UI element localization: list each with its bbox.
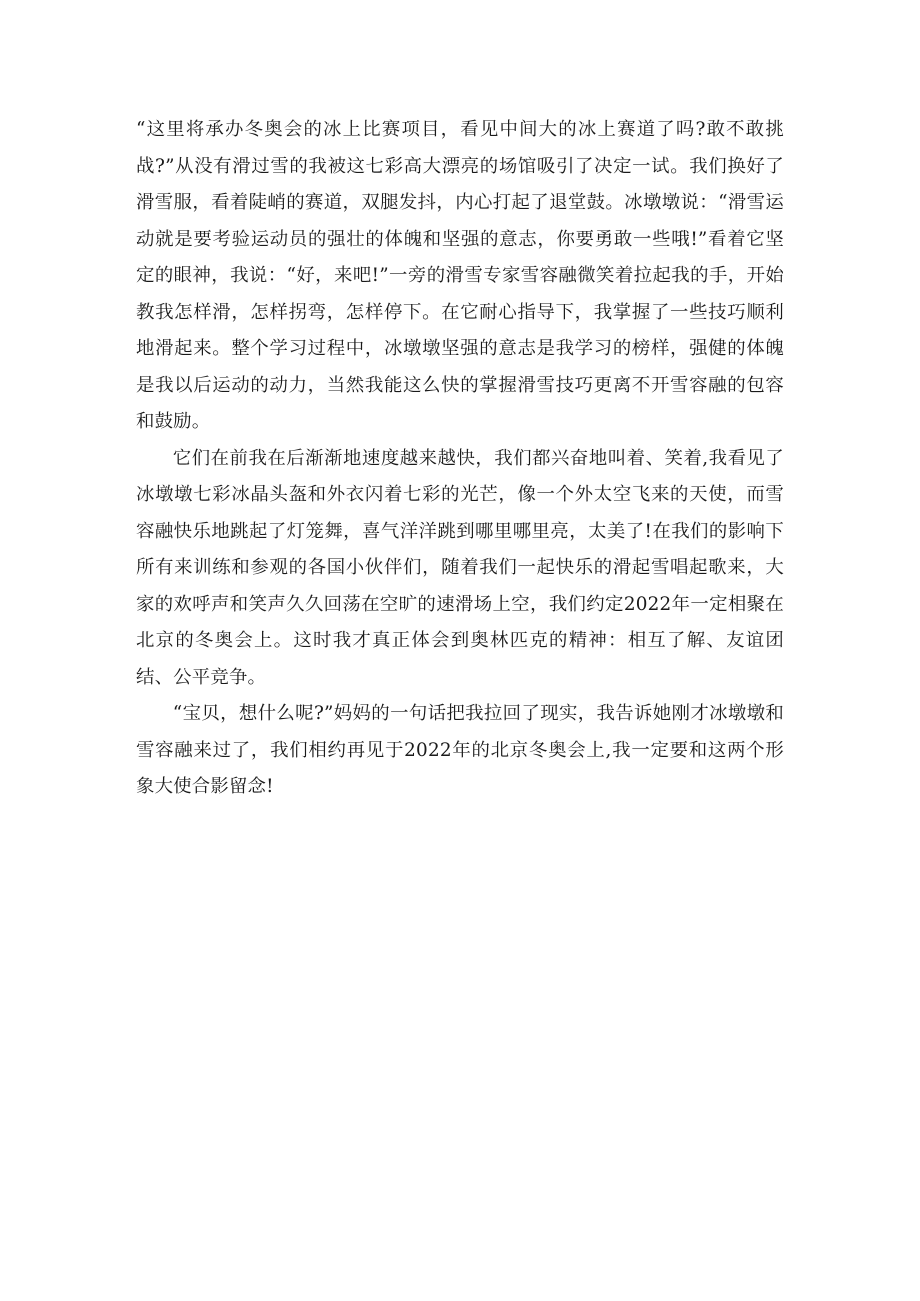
paragraph-2: 它们在前我在后渐渐地速度越来越快，我们都兴奋地叫着、笑着,我看见了冰墩墩七彩冰晶头盔和外衣闪着七彩的光芒，像一个外太空飞来的天使，而雪容融快乐地跳起了灯笼舞，喜气洋洋跳到哪里哪里亮，太美了!在我们的影响下所有来训练和参观的各国小伙伴们，随着我们一起快乐的滑起雪唱起歌来，大家的欢呼声和笑声久久回荡在空旷的速滑场上空，我们约定2022年一定相聚在北京的冬奥会上。这时我才真正体会到奥林匹克的精神：相互了解、友谊团结、公平竞争。 bbox=[136, 447, 784, 688]
paragraph-3: “宝贝，想什么呢?”妈妈的一句话把我拉回了现实，我告诉她刚才冰墩墩和雪容融来过了，我们相约再见于2022年的北京冬奥会上,我一定要和这两个形象大使合影留念! bbox=[136, 703, 784, 797]
paragraph-1: “这里将承办冬奥会的冰上比赛项目，看见中间大的冰上赛道了吗?敢不敢挑战?”从没有滑过雪的我被这七彩高大漂亮的场馆吸引了决定一试。我们换好了滑雪服，看着陡峭的赛道，双腿发抖，内心打起了退堂鼓。冰墩墩说：“滑雪运动就是要考验运动员的强壮的体魄和坚强的意志，你要勇敢一些哦!”看着它坚定的眼神，我说：“好，来吧!”一旁的滑雪专家雪容融微笑着拉起我的手，开始教我怎样滑，怎样拐弯，怎样停下。在它耐心指导下，我掌握了一些技巧顺利地滑起来。整个学习过程中，冰墩墩坚强的意志是我学习的榜样，强健的体魄是我以后运动的动力，当然我能这么快的掌握滑雪技巧更离不开雪容融的包容和鼓励。 bbox=[136, 119, 784, 432]
document-body bbox=[136, 112, 784, 806]
